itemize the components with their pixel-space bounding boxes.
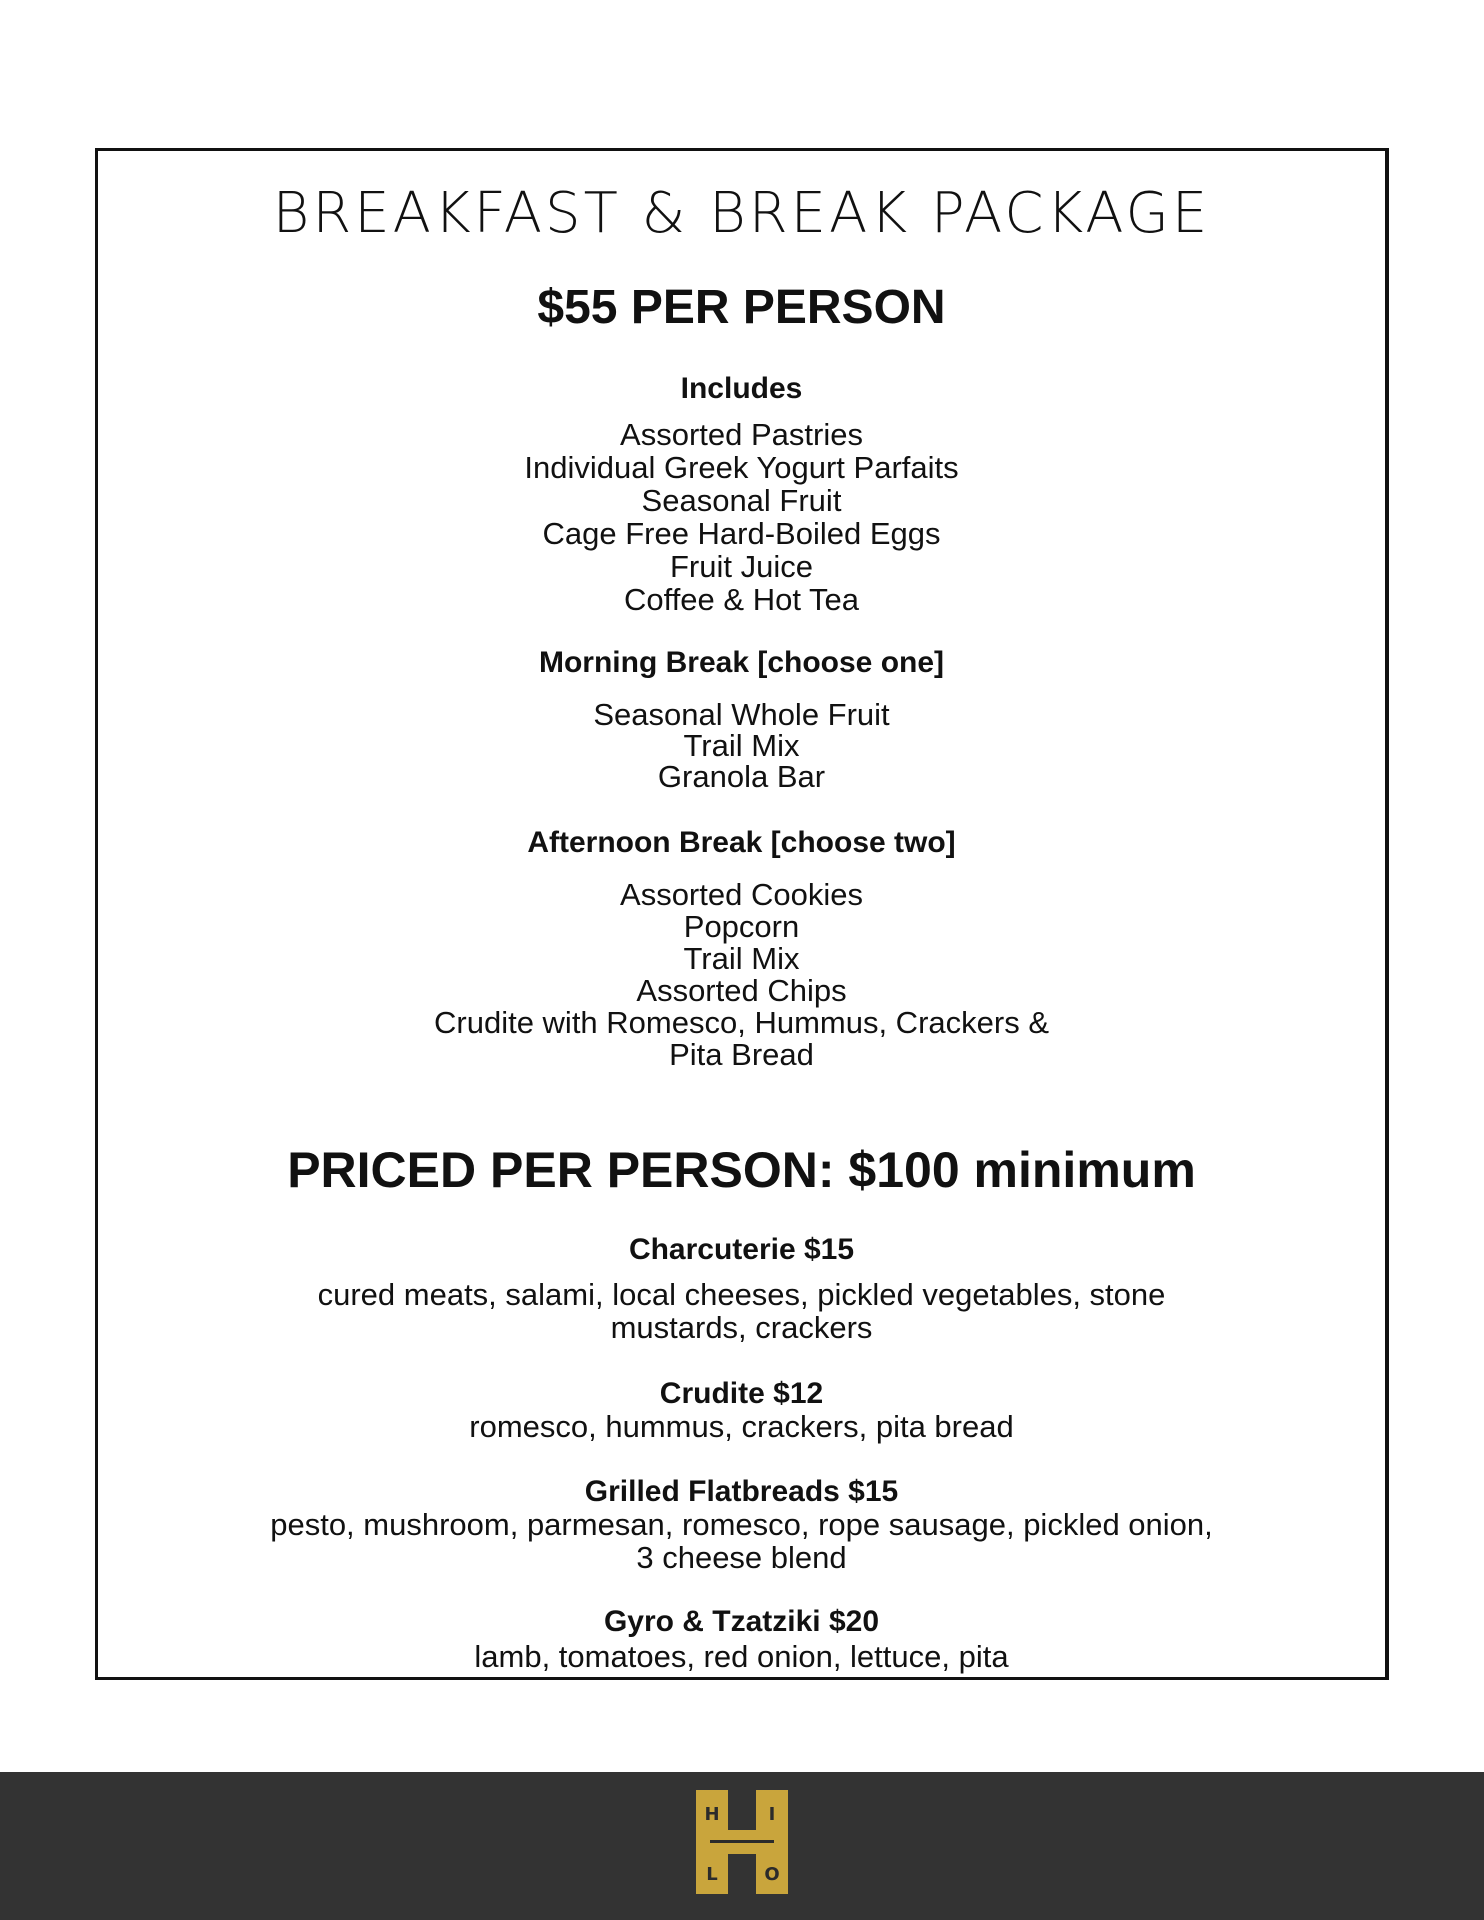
charcuterie-desc bbox=[98, 1278, 1385, 1344]
list-item: Pita Bread bbox=[669, 1037, 814, 1072]
morning-break-list bbox=[98, 699, 1385, 792]
item-description: romesco, hummus, crackers, pita bread bbox=[469, 1409, 1014, 1444]
crudite-desc bbox=[98, 1410, 1385, 1443]
morning-break-heading: Morning Break [choose one] bbox=[538, 646, 945, 679]
menu-card bbox=[95, 148, 1389, 1680]
list-item: Trail Mix bbox=[683, 941, 800, 976]
list-item: Trail Mix bbox=[683, 728, 800, 763]
hilo-logo bbox=[690, 1786, 794, 1898]
package-price: $55 PER PERSON bbox=[537, 281, 946, 334]
list-item: Assorted Cookies bbox=[620, 877, 863, 912]
list-item: Seasonal Whole Fruit bbox=[593, 697, 890, 732]
list-item: Granola Bar bbox=[657, 759, 826, 794]
list-item: Seasonal Fruit bbox=[641, 483, 842, 518]
afternoon-break-list bbox=[98, 879, 1385, 1071]
includes-heading: Includes bbox=[680, 372, 803, 405]
crudite-name: Crudite $12 bbox=[659, 1377, 824, 1410]
menu-title: BREAKFAST & BREAK PACKAGE bbox=[272, 181, 1211, 246]
list-item: Crudite with Romesco, Hummus, Crackers & bbox=[434, 1005, 1049, 1040]
logo-letter-o: O bbox=[764, 1864, 780, 1885]
logo-letter-l: L bbox=[706, 1864, 718, 1885]
afternoon-break-heading: Afternoon Break [choose two] bbox=[527, 826, 956, 859]
item-description: lamb, tomatoes, red onion, lettuce, pita bbox=[474, 1639, 1009, 1674]
list-item: Popcorn bbox=[683, 909, 800, 944]
item-description: cured meats, salami, local cheeses, pickled vegetables, stone bbox=[317, 1277, 1166, 1312]
logo-letter-h: H bbox=[704, 1804, 720, 1825]
item-description: mustards, crackers bbox=[610, 1310, 873, 1345]
includes-list bbox=[98, 418, 1385, 616]
flatbreads-name: Grilled Flatbreads $15 bbox=[584, 1475, 899, 1508]
gyro-desc bbox=[98, 1640, 1385, 1673]
logo-letter-i: I bbox=[768, 1804, 776, 1825]
list-item: Individual Greek Yogurt Parfaits bbox=[524, 450, 959, 485]
gyro-name: Gyro & Tzatziki $20 bbox=[603, 1605, 880, 1638]
list-item: Fruit Juice bbox=[670, 549, 813, 584]
list-item: Assorted Chips bbox=[636, 973, 847, 1008]
flatbreads-desc bbox=[98, 1508, 1385, 1574]
list-item: Cage Free Hard-Boiled Eggs bbox=[542, 516, 941, 551]
charcuterie-name: Charcuterie $15 bbox=[628, 1233, 855, 1266]
item-description: pesto, mushroom, parmesan, romesco, rope sausage, pickled onion, bbox=[270, 1507, 1213, 1542]
footer-bar bbox=[0, 1772, 1484, 1920]
priced-per-person-heading: PRICED PER PERSON: $100 minimum bbox=[287, 1142, 1196, 1198]
list-item: Coffee & Hot Tea bbox=[624, 582, 859, 617]
item-description: 3 cheese blend bbox=[636, 1540, 847, 1575]
list-item: Assorted Pastries bbox=[620, 417, 863, 452]
logo-divider bbox=[710, 1840, 774, 1843]
